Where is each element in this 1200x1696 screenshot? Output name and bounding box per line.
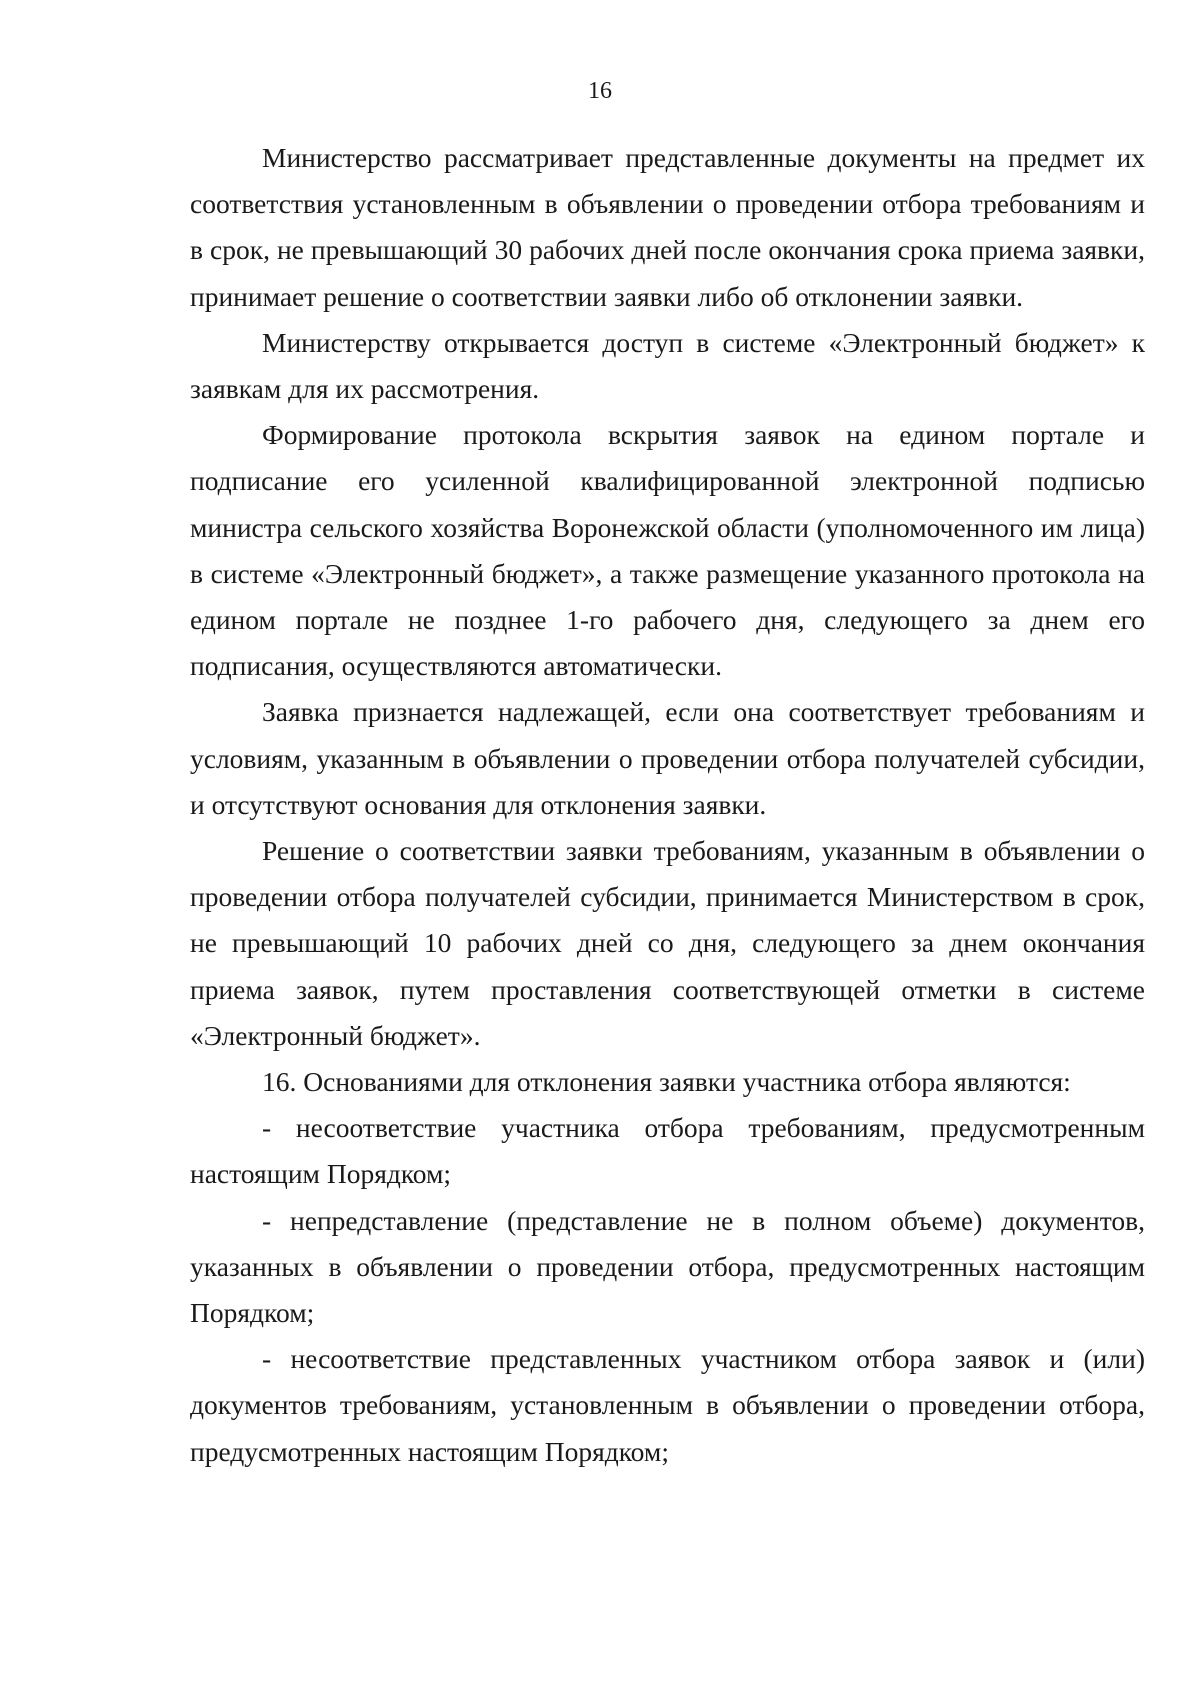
document-body bbox=[190, 135, 1145, 1475]
paragraph-review-documents: Министерство рассматривает представленные документы на предмет их соответствия установленным в объявлении о проведении отбора требованиям и в срок, не превышающий 30 рабочих дней после окончания срока приема заявки, принимает решение о соответствии заявки либо об отклонении заявки. bbox=[190, 142, 1145, 312]
paragraph-protocol-formation: Формирование протокола вскрытия заявок на едином портале и подписание его усиленной квалифицированной электронной подписью министра сельского хозяйства Воронежской области (уполномоченного им лица) в системе «Электронный бюджет», а также размещение указанного протокола на едином портале не позднее 1-го рабочего дня, следующего за днем его подписания, осуществляются автоматически. bbox=[190, 419, 1145, 682]
list-item-documents-not-submitted: - непредставление (представление не в полном объеме) документов, указанных в объявлении о проведении отбора, предусмотренных настоящим Порядком; bbox=[190, 1204, 1145, 1329]
paragraph-application-proper: Заявка признается надлежащей, если она соответствует требованиям и условиям, указанным в объявлении о проведении отбора получателей субсидии, и отсутствуют основания для отклонения заявки. bbox=[190, 696, 1145, 820]
paragraph-system-access: Министерству открывается доступ в системе «Электронный бюджет» к заявкам для их рассмотрения. bbox=[190, 326, 1145, 405]
page-number: 16 bbox=[588, 78, 612, 104]
paragraph-decision-compliance: Решение о соответствии заявки требованиям, указанным в объявлении о проведении отбора получателей субсидии, принимается Министерством в срок, не превышающий 10 рабочих дней со дня, следующего за днем окончания приема заявок, путем проставления соответствующей отметки в системе «Электронный бюджет». bbox=[190, 835, 1145, 1051]
list-item-documents-noncompliance: - несоответствие представленных участником отбора заявок и (или) документов требованиям, установленным в объявлении о проведении отбора, предусмотренных настоящим Порядком; bbox=[190, 1343, 1145, 1467]
list-item-participant-noncompliance: - несоответствие участника отбора требованиям, предусмотренным настоящим Порядком; bbox=[190, 1112, 1145, 1190]
paragraph-rejection-grounds: 16. Основаниями для отклонения заявки участника отбора являются: bbox=[262, 1066, 1071, 1098]
